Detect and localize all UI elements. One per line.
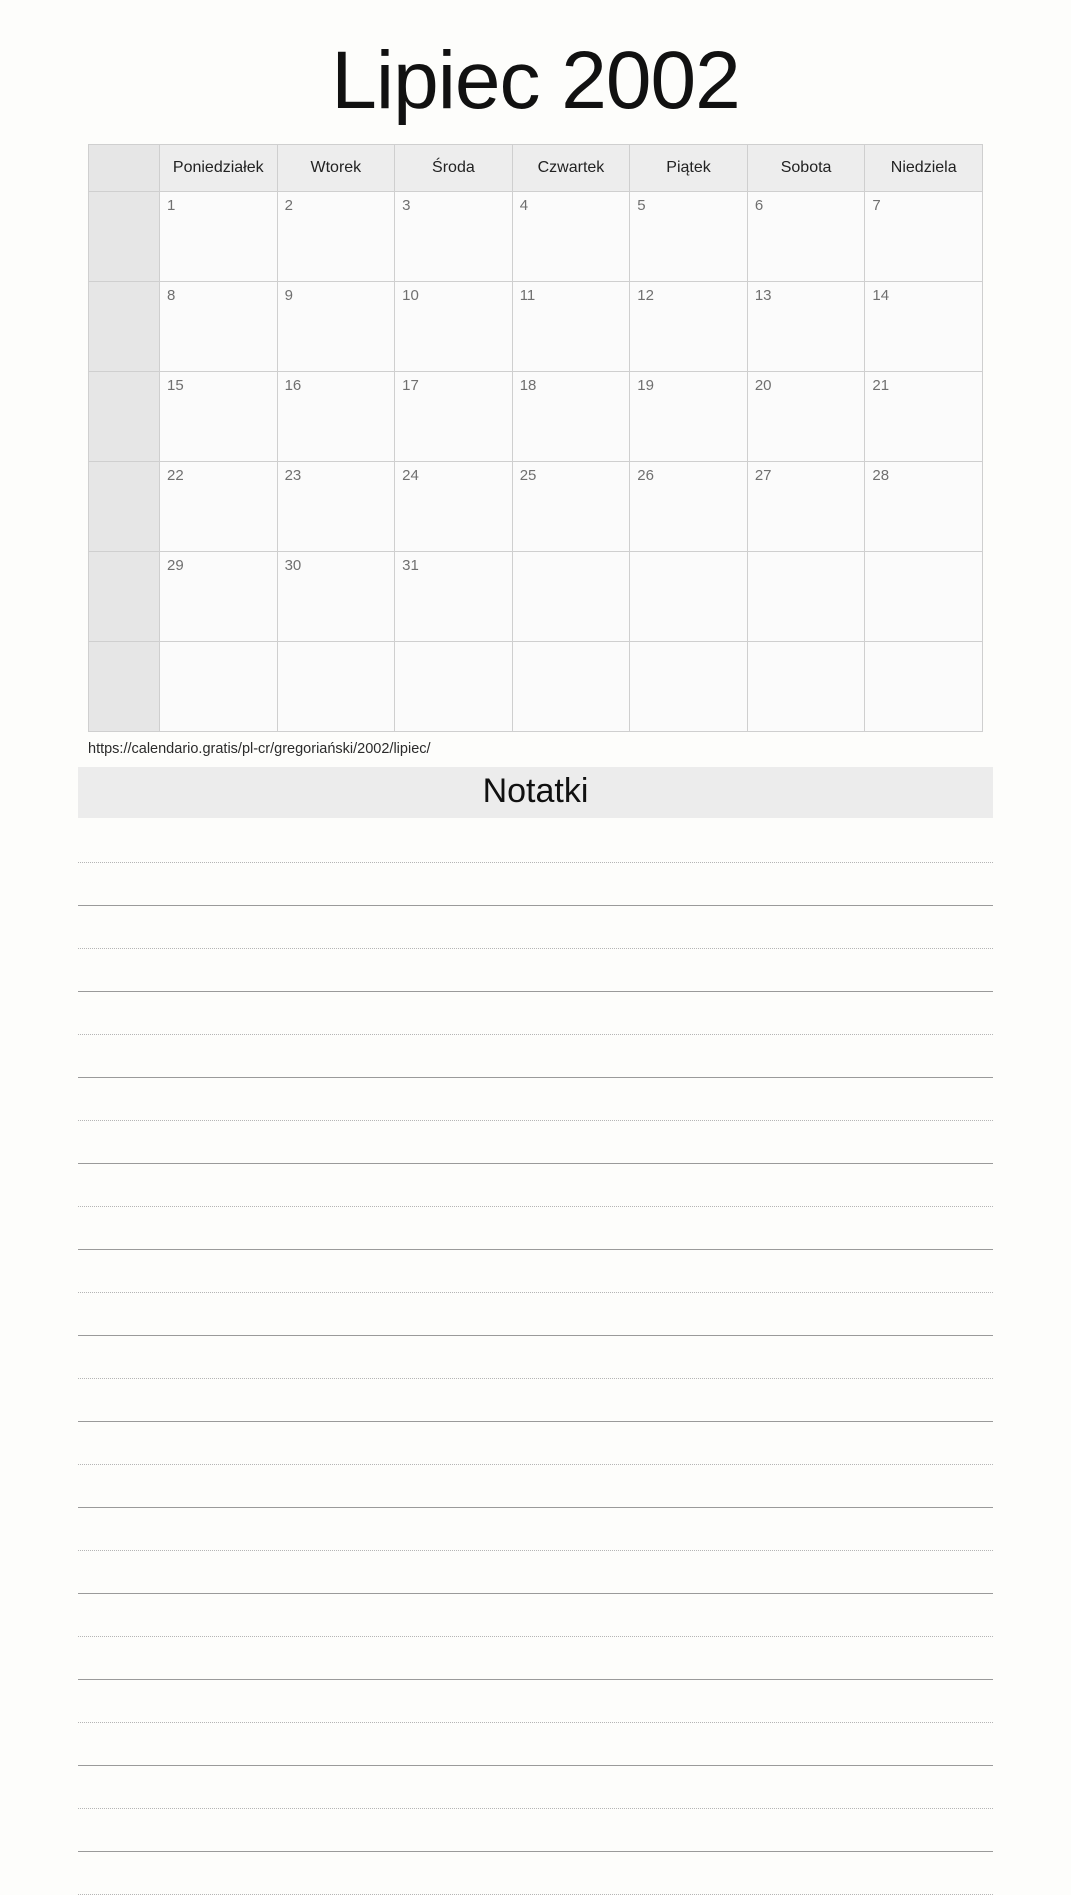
notes-lines xyxy=(78,820,993,1895)
calendar-page xyxy=(0,35,1071,1426)
note-line[interactable] xyxy=(78,1465,993,1508)
calendar-day-cell[interactable]: 12 xyxy=(630,282,748,372)
calendar-day-cell[interactable]: 26 xyxy=(630,462,748,552)
calendar-week-row xyxy=(89,282,983,372)
calendar-day-cell[interactable]: 29 xyxy=(160,552,278,642)
source-url[interactable]: https://calendario.gratis/pl-cr/gregoriański/2002/lipiec/ xyxy=(88,741,431,757)
note-line[interactable] xyxy=(78,1035,993,1078)
note-line[interactable] xyxy=(78,1594,993,1637)
calendar-day-cell[interactable]: 5 xyxy=(630,192,748,282)
page-title: Lipiec 2002 xyxy=(331,35,740,126)
note-line[interactable] xyxy=(78,1164,993,1207)
calendar-day-cell[interactable]: 19 xyxy=(630,372,748,462)
note-line[interactable] xyxy=(78,863,993,906)
calendar-day-cell[interactable] xyxy=(395,642,513,732)
calendar-table xyxy=(88,144,983,732)
note-line[interactable] xyxy=(78,1809,993,1852)
calendar-day-cell[interactable]: 4 xyxy=(512,192,630,282)
weekday-header-saturday: Sobota xyxy=(747,145,865,192)
calendar-gutter-cell xyxy=(89,372,160,462)
notes-section xyxy=(78,767,993,1895)
calendar-day-cell[interactable]: 21 xyxy=(865,372,983,462)
calendar-day-cell[interactable]: 24 xyxy=(395,462,513,552)
calendar-container xyxy=(88,144,983,732)
calendar-day-cell[interactable]: 7 xyxy=(865,192,983,282)
weekday-header-friday: Piątek xyxy=(630,145,748,192)
note-line[interactable] xyxy=(78,949,993,992)
calendar-day-cell[interactable]: 1 xyxy=(160,192,278,282)
weekday-header-sunday: Niedziela xyxy=(865,145,983,192)
notes-heading: Notatki xyxy=(78,767,993,818)
calendar-day-cell[interactable] xyxy=(277,642,395,732)
note-line[interactable] xyxy=(78,1293,993,1336)
note-line[interactable] xyxy=(78,906,993,949)
calendar-day-cell[interactable] xyxy=(865,642,983,732)
calendar-day-cell[interactable]: 9 xyxy=(277,282,395,372)
note-line[interactable] xyxy=(78,1508,993,1551)
calendar-day-cell[interactable]: 18 xyxy=(512,372,630,462)
note-line[interactable] xyxy=(78,1637,993,1680)
calendar-day-cell[interactable]: 23 xyxy=(277,462,395,552)
calendar-gutter-cell xyxy=(89,462,160,552)
note-line[interactable] xyxy=(78,1078,993,1121)
note-line[interactable] xyxy=(78,1422,993,1465)
note-line[interactable] xyxy=(78,1723,993,1766)
calendar-day-cell[interactable] xyxy=(512,552,630,642)
calendar-day-cell[interactable] xyxy=(747,552,865,642)
weekday-header-monday: Poniedziałek xyxy=(160,145,278,192)
note-line[interactable] xyxy=(78,1551,993,1594)
calendar-day-cell[interactable]: 8 xyxy=(160,282,278,372)
calendar-gutter-cell xyxy=(89,192,160,282)
weekday-header-tuesday: Wtorek xyxy=(277,145,395,192)
calendar-week-row xyxy=(89,462,983,552)
note-line[interactable] xyxy=(78,1766,993,1809)
calendar-day-cell[interactable]: 17 xyxy=(395,372,513,462)
calendar-day-cell[interactable]: 28 xyxy=(865,462,983,552)
calendar-week-row xyxy=(89,372,983,462)
calendar-day-cell[interactable]: 27 xyxy=(747,462,865,552)
calendar-day-cell[interactable]: 11 xyxy=(512,282,630,372)
note-line[interactable] xyxy=(78,1852,993,1895)
calendar-day-cell[interactable]: 3 xyxy=(395,192,513,282)
calendar-day-cell[interactable] xyxy=(160,642,278,732)
weekday-header-wednesday: Środa xyxy=(395,145,513,192)
calendar-gutter-cell xyxy=(89,282,160,372)
calendar-day-cell[interactable]: 31 xyxy=(395,552,513,642)
calendar-week-row xyxy=(89,552,983,642)
calendar-day-cell[interactable]: 2 xyxy=(277,192,395,282)
calendar-day-cell[interactable]: 6 xyxy=(747,192,865,282)
calendar-gutter-cell xyxy=(89,552,160,642)
calendar-day-cell[interactable]: 30 xyxy=(277,552,395,642)
calendar-day-cell[interactable] xyxy=(747,642,865,732)
calendar-gutter-cell xyxy=(89,642,160,732)
note-line[interactable] xyxy=(78,820,993,863)
calendar-week-row xyxy=(89,642,983,732)
weekday-header-thursday: Czwartek xyxy=(512,145,630,192)
calendar-week-row xyxy=(89,192,983,282)
calendar-gutter-header xyxy=(89,145,160,192)
calendar-day-cell[interactable]: 16 xyxy=(277,372,395,462)
note-line[interactable] xyxy=(78,1207,993,1250)
note-line[interactable] xyxy=(78,1121,993,1164)
calendar-header-row xyxy=(89,145,983,192)
note-line[interactable] xyxy=(78,1680,993,1723)
calendar-body xyxy=(89,192,983,732)
calendar-day-cell[interactable]: 14 xyxy=(865,282,983,372)
note-line[interactable] xyxy=(78,992,993,1035)
calendar-day-cell[interactable] xyxy=(630,552,748,642)
calendar-day-cell[interactable]: 22 xyxy=(160,462,278,552)
calendar-day-cell[interactable]: 13 xyxy=(747,282,865,372)
calendar-day-cell[interactable]: 25 xyxy=(512,462,630,552)
calendar-day-cell[interactable]: 20 xyxy=(747,372,865,462)
calendar-day-cell[interactable] xyxy=(865,552,983,642)
calendar-day-cell[interactable]: 15 xyxy=(160,372,278,462)
note-line[interactable] xyxy=(78,1250,993,1293)
note-line[interactable] xyxy=(78,1336,993,1379)
calendar-day-cell[interactable]: 10 xyxy=(395,282,513,372)
calendar-day-cell[interactable] xyxy=(512,642,630,732)
calendar-day-cell[interactable] xyxy=(630,642,748,732)
